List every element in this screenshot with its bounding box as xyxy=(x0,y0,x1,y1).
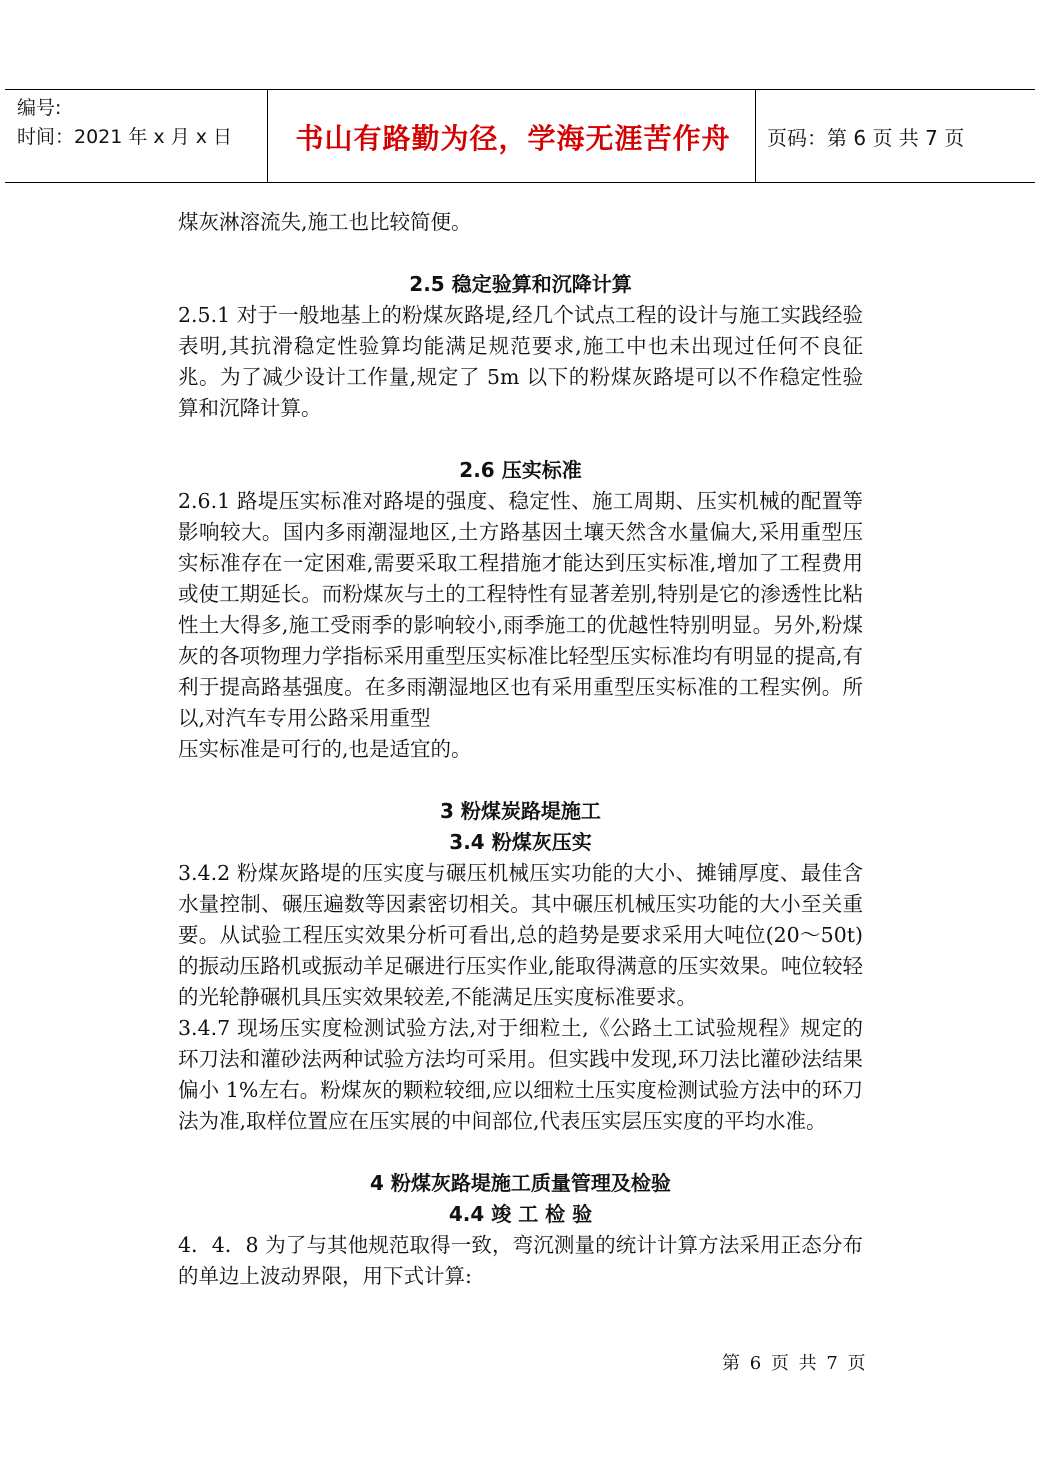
paragraph-2-5-1: 2.5.1 对于一般地基上的粉煤灰路堤,经几个试点工程的设计与施工实践经验表明,其抗滑稳定性验算均能满足规范要求,施工中也未出现过任何不良征兆。为了减少设计工作量,规定了 5m 以下的粉煤灰路堤可以不作稳定性验算和沉降计算。 xyxy=(178,303,863,420)
section-4-4-heading: 4.4 竣 工 检 验 xyxy=(448,1202,593,1226)
header-bottom-rule xyxy=(5,182,1035,183)
paragraph-3-4-7: 3.4.7 现场压实度检测试验方法,对于细粒土,《公路土工试验规程》规定的环刀法和灌砂法两种试验方法均可采用。但实践中发现,环刀法比灌砂法结果偏小 1%左右。粉煤灰的颗粒较细,应以细粒土压实度检测试验方法中的环刀法为准,取样位置应在压实展的中间部位,代表压实层压实度的平均水准。 xyxy=(178,1016,863,1133)
page-footer: 第 6 页 共 7 页 xyxy=(722,1353,868,1374)
section-2-6-heading: 2.6 压实标准 xyxy=(459,458,582,482)
section-3-4-heading: 3.4 粉煤灰压实 xyxy=(449,830,592,854)
page-header xyxy=(5,89,1035,183)
document-body xyxy=(178,207,863,1292)
section-4-heading: 4 粉煤灰路堤施工质量管理及检验 xyxy=(370,1171,671,1195)
section-3-heading: 3 粉煤炭路堤施工 xyxy=(440,799,601,823)
paragraph-3-4-2: 3.4.2 粉煤灰路堤的压实度与碾压机械压实功能的大小、摊铺厚度、最佳含水量控制、碾压遍数等因素密切相关。其中碾压机械压实功能的大小至关重要。从试验工程压实效果分析可看出,总的趋势是要求采用大吨位(20～50t)的振动压路机或振动羊足碾进行压实作业,能取得满意的压实效果。吨位较轻的光轮静碾机具压实效果较差,不能满足压实度标准要求。 xyxy=(178,861,863,1009)
time-label: 时间：2021 年 x 月 x 日 xyxy=(17,126,233,148)
header-motto: 书山有路勤为径，学海无涯苦作舟 xyxy=(295,122,731,155)
paragraph-4-4-8: 4．4．8 为了与其他规范取得一致，弯沉测量的统计计算方法采用正态分布的单边上波动界限，用下式计算: xyxy=(178,1233,863,1288)
serial-label: 编号: xyxy=(17,97,62,119)
header-top-rule xyxy=(5,89,1035,90)
paragraph-2-6-1-end: 压实标准是可行的,也是适宜的。 xyxy=(178,737,472,761)
paragraph-2-6-1: 2.6.1 路堤压实标准对路堤的强度、稳定性、施工周期、压实机械的配置等影响较大。国内多雨潮湿地区,土方路基因土壤天然含水量偏大,采用重型压实标准存在一定困难,需要采取工程措施才能达到压实标准,增加了工程费用或使工期延长。而粉煤灰与土的工程特性有显著差别,特别是它的渗透性比粘性土大得多,施工受雨季的影响较小,雨季施工的优越性特别明显。另外,粉煤灰的各项物理力学指标采用重型压实标准比轻型压实标准均有明显的提高,有利于提高路基强度。在多雨潮湿地区也有采用重型压实标准的工程实例。所以,对汽车专用公路采用重型 xyxy=(178,489,863,730)
section-2-5-heading: 2.5 稳定验算和沉降计算 xyxy=(409,272,632,296)
intro-paragraph: 煤灰淋溶流失,施工也比较简便。 xyxy=(178,210,472,234)
header-page-code: 页码：第 6 页 共 7 页 xyxy=(767,126,965,150)
header-divider-left xyxy=(267,89,268,183)
header-divider-right xyxy=(755,89,756,183)
